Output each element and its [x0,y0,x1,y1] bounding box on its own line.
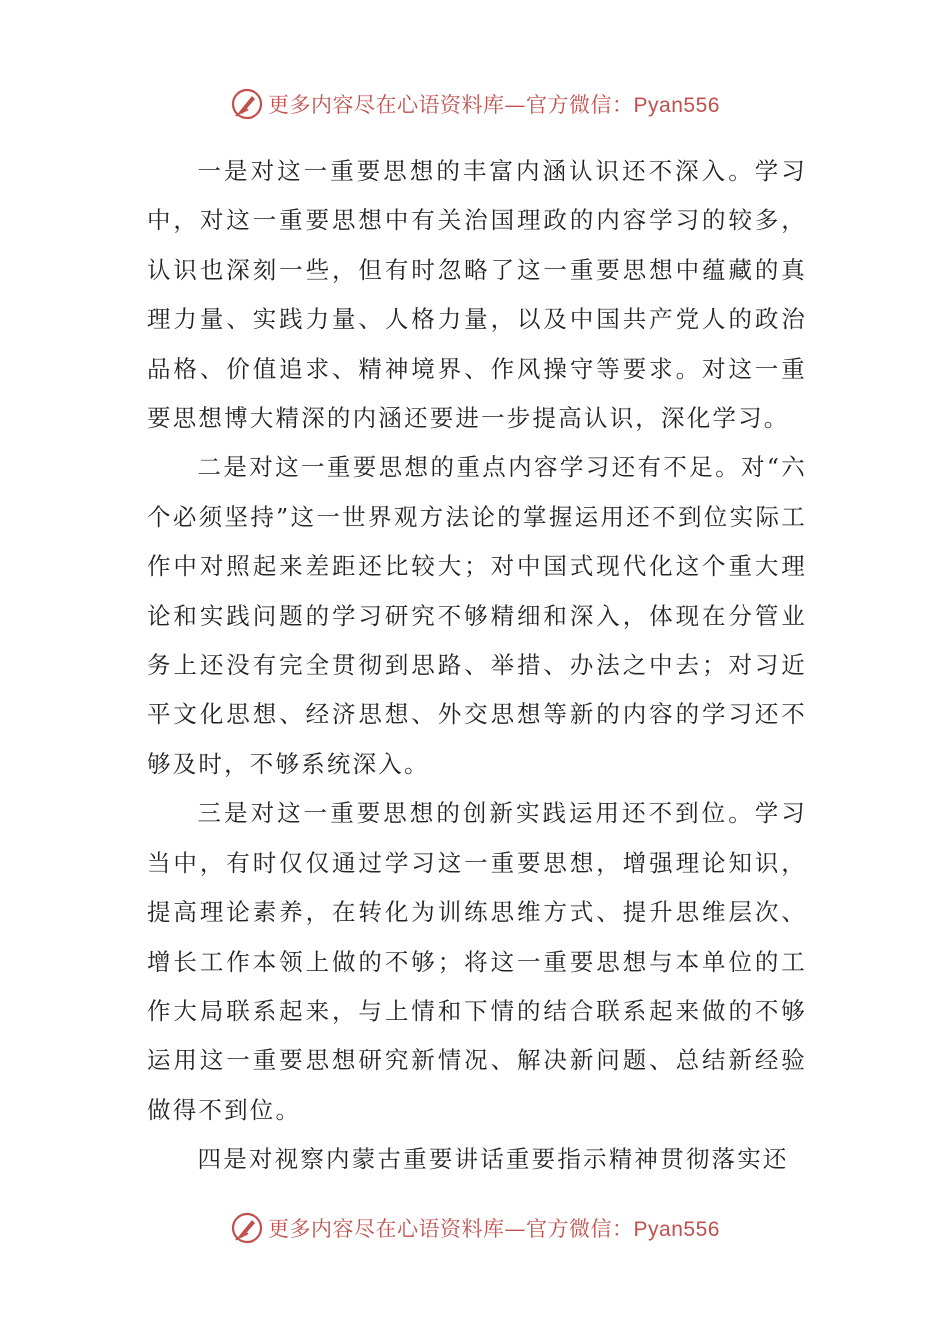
wechat-label: 官方微信： [526,1217,634,1241]
banner-text: 更多内容尽在心语资料库 [268,93,505,117]
banner-text: 更多内容尽在心语资料库 [268,1217,505,1241]
pen-logo-icon [230,87,264,121]
document-body [147,147,807,1185]
paragraph-4: 四是对视察内蒙古重要讲话重要指示精神贯彻落实还 [197,1145,789,1174]
wechat-id: Pyan556 [633,1218,720,1241]
wechat-id: Pyan556 [633,94,720,117]
wechat-label: 官方微信： [526,93,634,117]
footer-banner [0,1208,950,1248]
pen-logo-icon [230,1211,264,1245]
banner-dash: — [504,93,527,117]
header-banner [0,84,950,124]
paragraph-2: 二是对这一重要思想的重点内容学习还有不足。对“六个必须坚持”这一世界观方法论的掌握运用还不到位实际工作中对照起来差距还比较大；对中国式现代化这个重大理论和实践问题的学习研究不够精细和深入，体现在分管业务上还没有完全贯彻到思路、举措、办法之中去；对习近平文化思想、经济思想、外交思想等新的内容的学习还不够及时，不够系统深入。 [147,453,807,778]
paragraph-3: 三是对这一重要思想的创新实践运用还不到位。学习当中，有时仅仅通过学习这一重要思想，增强理论知识，提高理论素养，在转化为训练思维方式、提升思维层次、增长工作本领上做的不够；将这一重要思想与本单位的工作大局联系起来，与上情和下情的结合联系起来做的不够运用这一重要思想研究新情况、解决新问题、总结新经验做得不到位。 [147,799,807,1124]
paragraph-1: 一是对这一重要思想的丰富内涵认识还不深入。学习中，对这一重要思想中有关治国理政的内容学习的较多，认识也深刻一些，但有时忽略了这一重要思想中蕴藏的真理力量、实践力量、人格力量，以及中国共产党人的政治品格、价值追求、精神境界、作风操守等要求。对这一重要思想博大精深的内涵还要进一步提高认识，深化学习。 [147,157,807,433]
banner-dash: — [504,1217,527,1241]
